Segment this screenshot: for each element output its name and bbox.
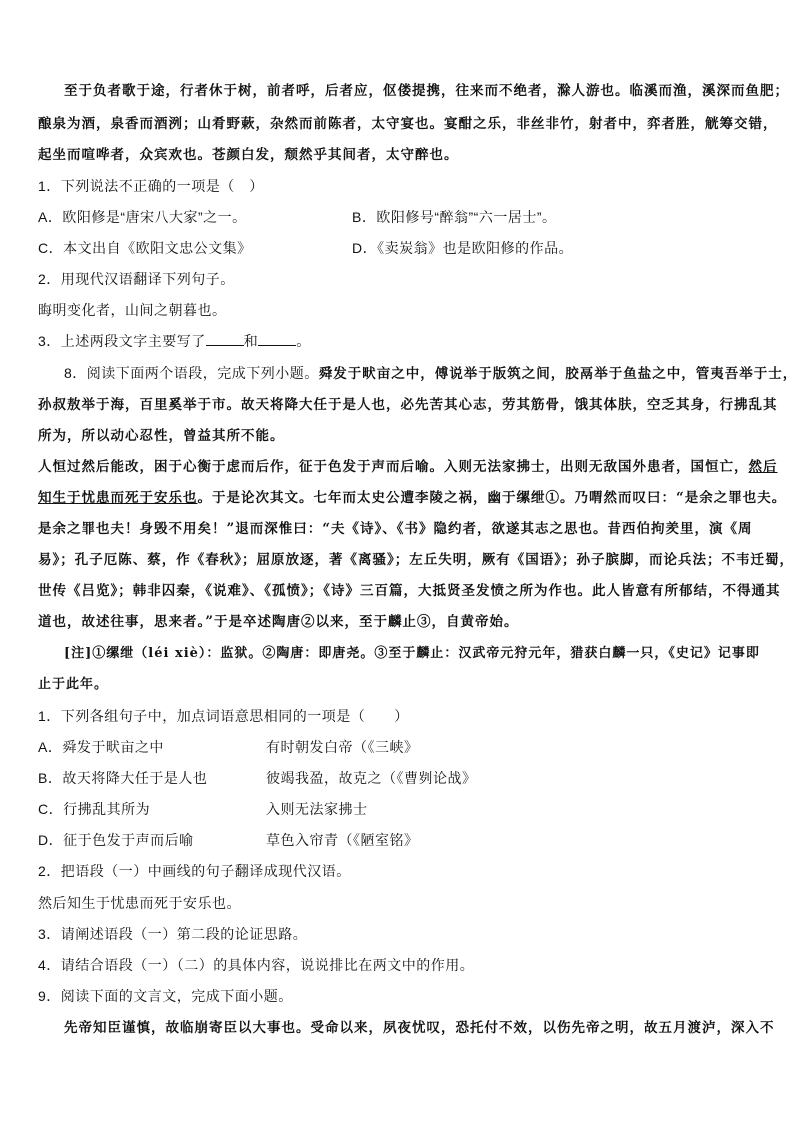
q8-q1-option-d	[38, 829, 756, 851]
q8-q1-option-b-left: B．故天将降大任于是人也	[38, 770, 208, 786]
s1-q3-suffix: 。	[296, 333, 311, 349]
q8-para2-line5: 世传《吕览》；韩非囚秦，《说难》、《孤愤》；《诗》三百篇，大抵贤圣发愤之所为作也。此人皆意有所郁结，不得通其	[38, 583, 781, 599]
q8-note-line2: 止于此年。	[38, 677, 109, 692]
s1-q1-option-c: C．本文出自《欧阳文忠公文集》	[38, 240, 252, 256]
s1-q1-option-d: D．《卖炭翁》也是欧阳修的作品。	[352, 240, 574, 256]
q9-passage-line1: 先帝知臣谨慎，故临崩寄臣以大事也。受命以来，夙夜忧叹，恐托付不效，以伤先帝之明，故五月渡泸，深入不	[64, 1020, 775, 1036]
answer-blank-1[interactable]	[206, 331, 244, 346]
q8-q1-option-b-right: 彼竭我盈，故克之（《曹刿论战》	[266, 770, 477, 786]
q8-q1-option-a-right: 有时朝发白帝（《三峡》	[266, 739, 419, 755]
s1-q1-option-b: B．欧阳修号“醉翁”“六一居士”。	[352, 209, 557, 225]
q8-q1-option-a-left: A．舜发于畎亩之中	[38, 739, 164, 755]
passage1-line-3: 起坐而喧哗者，众宾欢也。苍颜白发，颓然乎其间者，太守醉也。	[38, 147, 459, 163]
s1-q3-mid: 和	[243, 333, 259, 349]
s1-q3-prefix: 3．上述两段文字主要写了	[38, 333, 206, 349]
s1-q1-option-a: A．欧阳修是“唐宋八大家”之一。	[38, 209, 247, 225]
q8-question-1: 1．下列各组句子中，加点词语意思相同的一项是（ ）	[38, 708, 409, 724]
passage1-line-2: 酿泉为酒，泉香而酒洌；山肴野蔌，杂然而前陈者，太守宴也。宴酣之乐，非丝非竹，射者中，弈者胜，觥筹交错，	[38, 116, 778, 132]
q9-intro: 9．阅读下面的文言文，完成下面小题。	[38, 988, 293, 1004]
q8-note-line1: [注]①缧绁（léi xiè）：监狱。②陶唐：即唐尧。③至于麟止：汉武帝元狩元年，猎获白麟一只，《史记》记事即	[64, 646, 760, 661]
q8-para2-line4: 易》；孔子厄陈、蔡，作《春秋》；屈原放逐，著《离骚》；左丘失明，厥有《国语》；孙子膑脚，而论兵法；不韦迁蜀，	[38, 552, 794, 568]
q8-question-2: 2．把语段（一）中画线的句子翻译成现代汉语。	[38, 863, 351, 879]
q8-underlined-sentence-start: 然后	[748, 459, 778, 475]
passage1-line-1: 至于负者歌于途，行者休于树，前者呼，后者应，伛偻提携，往来而不绝者，滁人游也。临溪而渔，溪深而鱼肥；	[64, 83, 789, 99]
q8-para1-line2: 孙叔敖举于海，百里奚举于市。故天将降大任于是人也，必先苦其心志，劳其筋骨，饿其体肤，空乏其身，行拂乱其	[38, 397, 778, 413]
q8-para2-line3: 是余之罪也夫！身毁不用矣！”退而深惟曰：“夫《诗》、《书》隐约者，欲遂其志之思也。昔西伯拘羑里，演《周	[38, 521, 753, 537]
q8-intro-line	[64, 362, 797, 385]
s1-q1-options-row1	[38, 206, 756, 228]
q8-question-3: 3．请阐述语段（一）第二段的论证思路。	[38, 926, 308, 942]
q8-q1-option-d-left: D．征于色发于声而后喻	[38, 832, 194, 848]
q8-para1-line3: 所为，所以动心忍性，曾益其所不能。	[38, 428, 285, 444]
s1-q2-sentence: 晦明变化者，山间之朝暮也。	[38, 302, 227, 318]
q8-q2-sentence: 然后知生于忧患而死于安乐也。	[38, 895, 241, 911]
q8-q1-option-b	[38, 767, 756, 789]
s1-question-3	[38, 330, 756, 352]
q8-para2-line1	[38, 456, 778, 478]
q8-q1-option-c	[38, 798, 756, 820]
answer-blank-2[interactable]	[258, 331, 296, 346]
q8-q1-option-d-right: 草色入帘青（《陋室铭》	[266, 832, 419, 848]
q8-question-4: 4．请结合语段（一）（二）的具体内容，说说排比在两文中的作用。	[38, 957, 475, 973]
q8-q1-option-a	[38, 736, 756, 758]
q8-para2-line6: 道也，故述往事，思来者。”于是卒述陶唐②以来，至于麟止③，自黄帝始。	[38, 614, 519, 630]
q8-para2-line2-text: 。于是论次其文。七年而太史公遭李陵之祸，幽于缧绁①。乃喟然而叹曰：“是余之罪也夫。	[197, 490, 787, 506]
q8-intro: 8．阅读下面两个语段，完成下列小题。	[64, 365, 319, 381]
q8-para1-line1: 舜发于畎亩之中，傅说举于版筑之间，胶鬲举于鱼盐之中，管夷吾举于士，	[318, 366, 797, 382]
q8-q1-option-c-left: C．行拂乱其所为	[38, 801, 151, 817]
q8-q1-option-c-right: 入则无法家拂士	[266, 801, 368, 817]
s1-question-1: 1．下列说法不正确的一项是（ ）	[38, 178, 264, 194]
q8-para2-line1-text: 人恒过然后能改，困于心衡于虑而后作，征于色发于声而后喻。入则无法家拂士，出则无敌国外患者，国恒亡，	[38, 459, 749, 475]
q8-para2-line2	[38, 487, 787, 509]
s1-question-2: 2．用现代汉语翻译下列句子。	[38, 271, 235, 287]
q8-underlined-sentence-end: 知生于忧患而死于安乐也	[38, 490, 198, 506]
s1-q1-options-row2	[38, 237, 756, 259]
